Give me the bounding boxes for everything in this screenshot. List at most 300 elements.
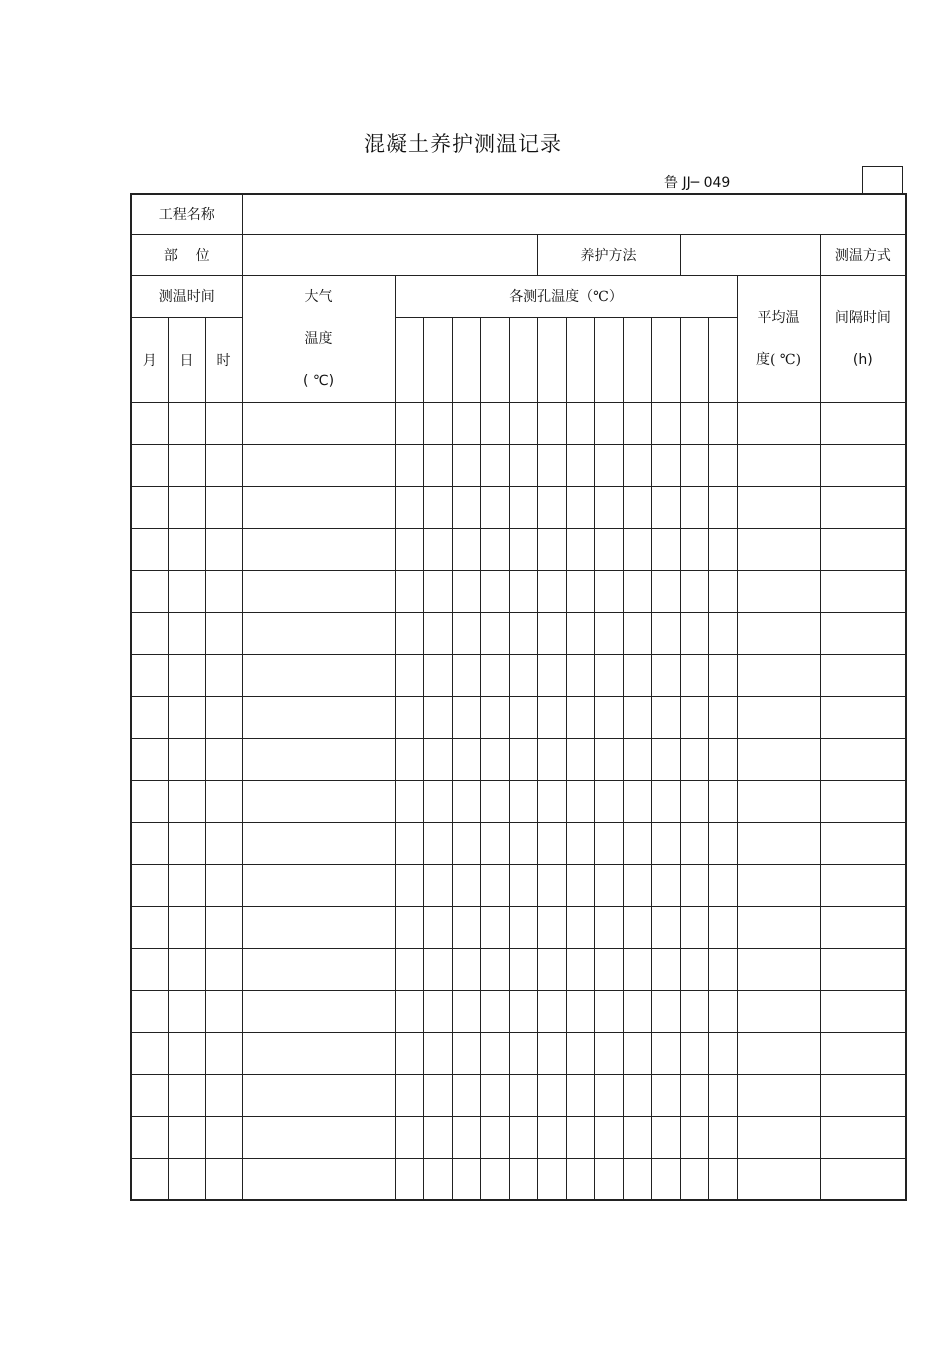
table-cell[interactable] <box>708 738 737 780</box>
table-cell[interactable] <box>509 402 537 444</box>
table-cell[interactable] <box>452 486 480 528</box>
table-cell[interactable] <box>566 696 594 738</box>
table-cell[interactable] <box>480 1158 509 1200</box>
table-cell[interactable] <box>737 1074 820 1116</box>
table-cell[interactable] <box>737 654 820 696</box>
table-cell[interactable] <box>242 444 395 486</box>
table-cell[interactable] <box>205 738 242 780</box>
table-cell[interactable] <box>480 738 509 780</box>
table-cell[interactable] <box>168 738 205 780</box>
table-cell[interactable] <box>566 780 594 822</box>
table-cell[interactable] <box>168 486 205 528</box>
table-cell[interactable] <box>594 906 623 948</box>
table-cell[interactable] <box>452 528 480 570</box>
table-cell[interactable] <box>820 654 906 696</box>
table-cell[interactable] <box>708 612 737 654</box>
table-cell[interactable] <box>168 402 205 444</box>
table-cell[interactable] <box>680 864 708 906</box>
table-cell[interactable] <box>594 654 623 696</box>
table-cell[interactable] <box>242 1158 395 1200</box>
table-cell[interactable] <box>168 822 205 864</box>
table-cell[interactable] <box>737 612 820 654</box>
table-cell[interactable] <box>537 570 566 612</box>
table-cell[interactable] <box>168 612 205 654</box>
table-cell[interactable] <box>131 780 168 822</box>
table-cell[interactable] <box>623 444 651 486</box>
table-cell[interactable] <box>480 780 509 822</box>
table-cell[interactable] <box>131 402 168 444</box>
table-cell[interactable] <box>737 948 820 990</box>
table-cell[interactable] <box>708 822 737 864</box>
table-cell[interactable] <box>623 1158 651 1200</box>
table-cell[interactable] <box>452 612 480 654</box>
table-cell[interactable] <box>480 612 509 654</box>
table-cell[interactable] <box>651 402 680 444</box>
table-cell[interactable] <box>395 1032 423 1074</box>
table-cell[interactable] <box>708 654 737 696</box>
table-cell[interactable] <box>452 990 480 1032</box>
table-cell[interactable] <box>623 864 651 906</box>
table-cell[interactable] <box>737 1116 820 1158</box>
table-cell[interactable] <box>651 990 680 1032</box>
table-cell[interactable] <box>205 402 242 444</box>
table-cell[interactable] <box>594 486 623 528</box>
table-cell[interactable] <box>205 780 242 822</box>
table-cell[interactable] <box>480 990 509 1032</box>
table-cell[interactable] <box>509 780 537 822</box>
table-cell[interactable] <box>623 654 651 696</box>
table-cell[interactable] <box>480 402 509 444</box>
table-cell[interactable] <box>395 906 423 948</box>
table-cell[interactable] <box>680 402 708 444</box>
table-cell[interactable] <box>623 822 651 864</box>
table-cell[interactable] <box>708 864 737 906</box>
table-cell[interactable] <box>737 990 820 1032</box>
table-cell[interactable] <box>452 570 480 612</box>
table-cell[interactable] <box>680 1158 708 1200</box>
table-cell[interactable] <box>423 948 452 990</box>
table-cell[interactable] <box>537 1116 566 1158</box>
table-cell[interactable] <box>594 444 623 486</box>
table-cell[interactable] <box>509 1032 537 1074</box>
table-cell[interactable] <box>651 654 680 696</box>
table-cell[interactable] <box>737 528 820 570</box>
table-cell[interactable] <box>423 990 452 1032</box>
table-cell[interactable] <box>395 696 423 738</box>
table-cell[interactable] <box>537 780 566 822</box>
table-cell[interactable] <box>168 948 205 990</box>
table-cell[interactable] <box>594 1074 623 1116</box>
table-cell[interactable] <box>594 822 623 864</box>
table-cell[interactable] <box>680 528 708 570</box>
table-cell[interactable] <box>594 612 623 654</box>
table-cell[interactable] <box>708 1158 737 1200</box>
table-cell[interactable] <box>205 864 242 906</box>
table-cell[interactable] <box>480 822 509 864</box>
table-cell[interactable] <box>651 1032 680 1074</box>
part-field[interactable] <box>242 234 537 275</box>
table-cell[interactable] <box>131 570 168 612</box>
table-cell[interactable] <box>131 1158 168 1200</box>
table-cell[interactable] <box>242 654 395 696</box>
table-cell[interactable] <box>566 738 594 780</box>
table-cell[interactable] <box>423 864 452 906</box>
table-cell[interactable] <box>480 1074 509 1116</box>
table-cell[interactable] <box>205 570 242 612</box>
table-cell[interactable] <box>452 402 480 444</box>
table-cell[interactable] <box>423 696 452 738</box>
table-cell[interactable] <box>594 864 623 906</box>
table-cell[interactable] <box>131 738 168 780</box>
table-cell[interactable] <box>737 780 820 822</box>
table-cell[interactable] <box>205 1074 242 1116</box>
table-cell[interactable] <box>594 948 623 990</box>
table-cell[interactable] <box>566 864 594 906</box>
table-cell[interactable] <box>480 948 509 990</box>
table-cell[interactable] <box>651 780 680 822</box>
table-cell[interactable] <box>205 528 242 570</box>
table-cell[interactable] <box>131 696 168 738</box>
table-cell[interactable] <box>737 1032 820 1074</box>
table-cell[interactable] <box>452 822 480 864</box>
table-cell[interactable] <box>566 990 594 1032</box>
table-cell[interactable] <box>708 906 737 948</box>
table-cell[interactable] <box>537 1074 566 1116</box>
table-cell[interactable] <box>131 612 168 654</box>
table-cell[interactable] <box>651 444 680 486</box>
table-cell[interactable] <box>480 444 509 486</box>
table-cell[interactable] <box>566 1158 594 1200</box>
table-cell[interactable] <box>131 948 168 990</box>
table-cell[interactable] <box>242 864 395 906</box>
table-cell[interactable] <box>566 612 594 654</box>
table-cell[interactable] <box>708 948 737 990</box>
table-cell[interactable] <box>423 822 452 864</box>
table-cell[interactable] <box>594 696 623 738</box>
table-cell[interactable] <box>820 1074 906 1116</box>
table-cell[interactable] <box>131 1074 168 1116</box>
table-cell[interactable] <box>131 864 168 906</box>
table-cell[interactable] <box>737 570 820 612</box>
table-cell[interactable] <box>395 990 423 1032</box>
table-cell[interactable] <box>480 486 509 528</box>
table-cell[interactable] <box>820 1116 906 1158</box>
table-cell[interactable] <box>452 444 480 486</box>
table-cell[interactable] <box>651 738 680 780</box>
table-cell[interactable] <box>623 486 651 528</box>
table-cell[interactable] <box>820 1158 906 1200</box>
table-cell[interactable] <box>423 780 452 822</box>
table-cell[interactable] <box>820 864 906 906</box>
table-cell[interactable] <box>205 654 242 696</box>
table-cell[interactable] <box>205 1032 242 1074</box>
table-cell[interactable] <box>395 822 423 864</box>
table-cell[interactable] <box>594 990 623 1032</box>
table-cell[interactable] <box>242 990 395 1032</box>
table-cell[interactable] <box>205 822 242 864</box>
table-cell[interactable] <box>820 444 906 486</box>
table-cell[interactable] <box>168 1074 205 1116</box>
table-cell[interactable] <box>423 402 452 444</box>
table-cell[interactable] <box>168 696 205 738</box>
table-cell[interactable] <box>423 738 452 780</box>
table-cell[interactable] <box>708 780 737 822</box>
table-cell[interactable] <box>480 1032 509 1074</box>
table-cell[interactable] <box>509 1116 537 1158</box>
table-cell[interactable] <box>623 528 651 570</box>
table-cell[interactable] <box>680 696 708 738</box>
table-cell[interactable] <box>651 612 680 654</box>
table-cell[interactable] <box>594 1158 623 1200</box>
table-cell[interactable] <box>452 1116 480 1158</box>
table-cell[interactable] <box>509 486 537 528</box>
table-cell[interactable] <box>680 948 708 990</box>
table-cell[interactable] <box>131 486 168 528</box>
table-cell[interactable] <box>480 570 509 612</box>
table-cell[interactable] <box>566 654 594 696</box>
table-cell[interactable] <box>423 1116 452 1158</box>
table-cell[interactable] <box>623 738 651 780</box>
table-cell[interactable] <box>680 444 708 486</box>
table-cell[interactable] <box>205 1116 242 1158</box>
table-cell[interactable] <box>423 1032 452 1074</box>
table-cell[interactable] <box>594 780 623 822</box>
table-cell[interactable] <box>623 990 651 1032</box>
table-cell[interactable] <box>168 444 205 486</box>
table-cell[interactable] <box>131 654 168 696</box>
table-cell[interactable] <box>708 486 737 528</box>
table-cell[interactable] <box>566 1074 594 1116</box>
table-cell[interactable] <box>594 1116 623 1158</box>
table-cell[interactable] <box>820 822 906 864</box>
table-cell[interactable] <box>480 864 509 906</box>
table-cell[interactable] <box>168 1116 205 1158</box>
table-cell[interactable] <box>820 948 906 990</box>
table-cell[interactable] <box>594 402 623 444</box>
table-cell[interactable] <box>708 444 737 486</box>
table-cell[interactable] <box>131 528 168 570</box>
table-cell[interactable] <box>452 864 480 906</box>
table-cell[interactable] <box>537 990 566 1032</box>
table-cell[interactable] <box>594 738 623 780</box>
table-cell[interactable] <box>680 990 708 1032</box>
table-cell[interactable] <box>480 654 509 696</box>
table-cell[interactable] <box>242 612 395 654</box>
table-cell[interactable] <box>395 528 423 570</box>
table-cell[interactable] <box>509 822 537 864</box>
table-cell[interactable] <box>242 948 395 990</box>
table-cell[interactable] <box>623 612 651 654</box>
table-cell[interactable] <box>594 1032 623 1074</box>
table-cell[interactable] <box>131 906 168 948</box>
table-cell[interactable] <box>242 1032 395 1074</box>
table-cell[interactable] <box>395 654 423 696</box>
table-cell[interactable] <box>680 612 708 654</box>
table-cell[interactable] <box>242 738 395 780</box>
table-cell[interactable] <box>242 696 395 738</box>
table-cell[interactable] <box>452 1074 480 1116</box>
table-cell[interactable] <box>205 990 242 1032</box>
table-cell[interactable] <box>168 570 205 612</box>
table-cell[interactable] <box>242 1074 395 1116</box>
table-cell[interactable] <box>566 528 594 570</box>
table-cell[interactable] <box>623 570 651 612</box>
table-cell[interactable] <box>509 738 537 780</box>
table-cell[interactable] <box>452 780 480 822</box>
table-cell[interactable] <box>395 738 423 780</box>
table-cell[interactable] <box>623 696 651 738</box>
table-cell[interactable] <box>242 822 395 864</box>
table-cell[interactable] <box>168 654 205 696</box>
table-cell[interactable] <box>651 486 680 528</box>
table-cell[interactable] <box>820 906 906 948</box>
table-cell[interactable] <box>594 570 623 612</box>
table-cell[interactable] <box>651 570 680 612</box>
table-cell[interactable] <box>537 738 566 780</box>
table-cell[interactable] <box>423 1074 452 1116</box>
table-cell[interactable] <box>708 1032 737 1074</box>
table-cell[interactable] <box>566 486 594 528</box>
table-cell[interactable] <box>509 864 537 906</box>
table-cell[interactable] <box>623 1032 651 1074</box>
table-cell[interactable] <box>708 570 737 612</box>
table-cell[interactable] <box>566 444 594 486</box>
table-cell[interactable] <box>452 654 480 696</box>
table-cell[interactable] <box>680 822 708 864</box>
table-cell[interactable] <box>651 906 680 948</box>
table-cell[interactable] <box>509 1158 537 1200</box>
table-cell[interactable] <box>623 402 651 444</box>
table-cell[interactable] <box>205 612 242 654</box>
table-cell[interactable] <box>651 948 680 990</box>
table-cell[interactable] <box>242 402 395 444</box>
table-cell[interactable] <box>452 1158 480 1200</box>
table-cell[interactable] <box>737 402 820 444</box>
table-cell[interactable] <box>395 1158 423 1200</box>
table-cell[interactable] <box>537 612 566 654</box>
table-cell[interactable] <box>205 696 242 738</box>
table-cell[interactable] <box>131 444 168 486</box>
table-cell[interactable] <box>651 1074 680 1116</box>
table-cell[interactable] <box>566 1116 594 1158</box>
table-cell[interactable] <box>737 1158 820 1200</box>
table-cell[interactable] <box>566 948 594 990</box>
table-cell[interactable] <box>395 948 423 990</box>
table-cell[interactable] <box>509 990 537 1032</box>
table-cell[interactable] <box>205 948 242 990</box>
table-cell[interactable] <box>708 990 737 1032</box>
table-cell[interactable] <box>820 780 906 822</box>
table-cell[interactable] <box>680 1116 708 1158</box>
table-cell[interactable] <box>480 906 509 948</box>
table-cell[interactable] <box>623 948 651 990</box>
table-cell[interactable] <box>737 822 820 864</box>
table-cell[interactable] <box>395 1116 423 1158</box>
table-cell[interactable] <box>395 570 423 612</box>
table-cell[interactable] <box>395 780 423 822</box>
table-cell[interactable] <box>537 948 566 990</box>
table-cell[interactable] <box>623 1116 651 1158</box>
table-cell[interactable] <box>423 444 452 486</box>
table-cell[interactable] <box>623 780 651 822</box>
table-cell[interactable] <box>168 990 205 1032</box>
table-cell[interactable] <box>820 486 906 528</box>
table-cell[interactable] <box>651 1116 680 1158</box>
table-cell[interactable] <box>509 906 537 948</box>
table-cell[interactable] <box>131 1116 168 1158</box>
table-cell[interactable] <box>131 990 168 1032</box>
table-cell[interactable] <box>537 696 566 738</box>
table-cell[interactable] <box>680 738 708 780</box>
table-cell[interactable] <box>737 738 820 780</box>
table-cell[interactable] <box>242 486 395 528</box>
table-cell[interactable] <box>566 906 594 948</box>
table-cell[interactable] <box>651 528 680 570</box>
table-cell[interactable] <box>395 1074 423 1116</box>
table-cell[interactable] <box>566 1032 594 1074</box>
table-cell[interactable] <box>509 444 537 486</box>
table-cell[interactable] <box>205 486 242 528</box>
table-cell[interactable] <box>623 1074 651 1116</box>
table-cell[interactable] <box>566 402 594 444</box>
curing-method-field[interactable] <box>680 234 820 275</box>
table-cell[interactable] <box>168 906 205 948</box>
table-cell[interactable] <box>452 738 480 780</box>
table-cell[interactable] <box>242 1116 395 1158</box>
table-cell[interactable] <box>452 906 480 948</box>
table-cell[interactable] <box>680 1032 708 1074</box>
table-cell[interactable] <box>395 444 423 486</box>
table-cell[interactable] <box>651 864 680 906</box>
table-cell[interactable] <box>537 402 566 444</box>
table-cell[interactable] <box>680 570 708 612</box>
table-cell[interactable] <box>168 528 205 570</box>
table-cell[interactable] <box>537 1032 566 1074</box>
table-cell[interactable] <box>708 528 737 570</box>
table-cell[interactable] <box>509 612 537 654</box>
table-cell[interactable] <box>820 528 906 570</box>
table-cell[interactable] <box>651 822 680 864</box>
table-cell[interactable] <box>737 906 820 948</box>
table-cell[interactable] <box>708 402 737 444</box>
table-cell[interactable] <box>820 612 906 654</box>
table-cell[interactable] <box>537 864 566 906</box>
table-cell[interactable] <box>537 654 566 696</box>
table-cell[interactable] <box>737 486 820 528</box>
table-cell[interactable] <box>205 444 242 486</box>
table-cell[interactable] <box>205 906 242 948</box>
table-cell[interactable] <box>651 1158 680 1200</box>
table-cell[interactable] <box>131 1032 168 1074</box>
table-cell[interactable] <box>423 654 452 696</box>
table-cell[interactable] <box>566 570 594 612</box>
table-cell[interactable] <box>737 696 820 738</box>
table-cell[interactable] <box>708 1116 737 1158</box>
project-name-field[interactable] <box>242 194 906 234</box>
table-cell[interactable] <box>651 696 680 738</box>
table-cell[interactable] <box>537 444 566 486</box>
table-cell[interactable] <box>708 696 737 738</box>
table-cell[interactable] <box>242 906 395 948</box>
table-cell[interactable] <box>537 528 566 570</box>
table-cell[interactable] <box>131 822 168 864</box>
table-cell[interactable] <box>452 1032 480 1074</box>
table-cell[interactable] <box>452 948 480 990</box>
table-cell[interactable] <box>509 654 537 696</box>
table-cell[interactable] <box>168 1032 205 1074</box>
table-cell[interactable] <box>680 1074 708 1116</box>
table-cell[interactable] <box>537 486 566 528</box>
